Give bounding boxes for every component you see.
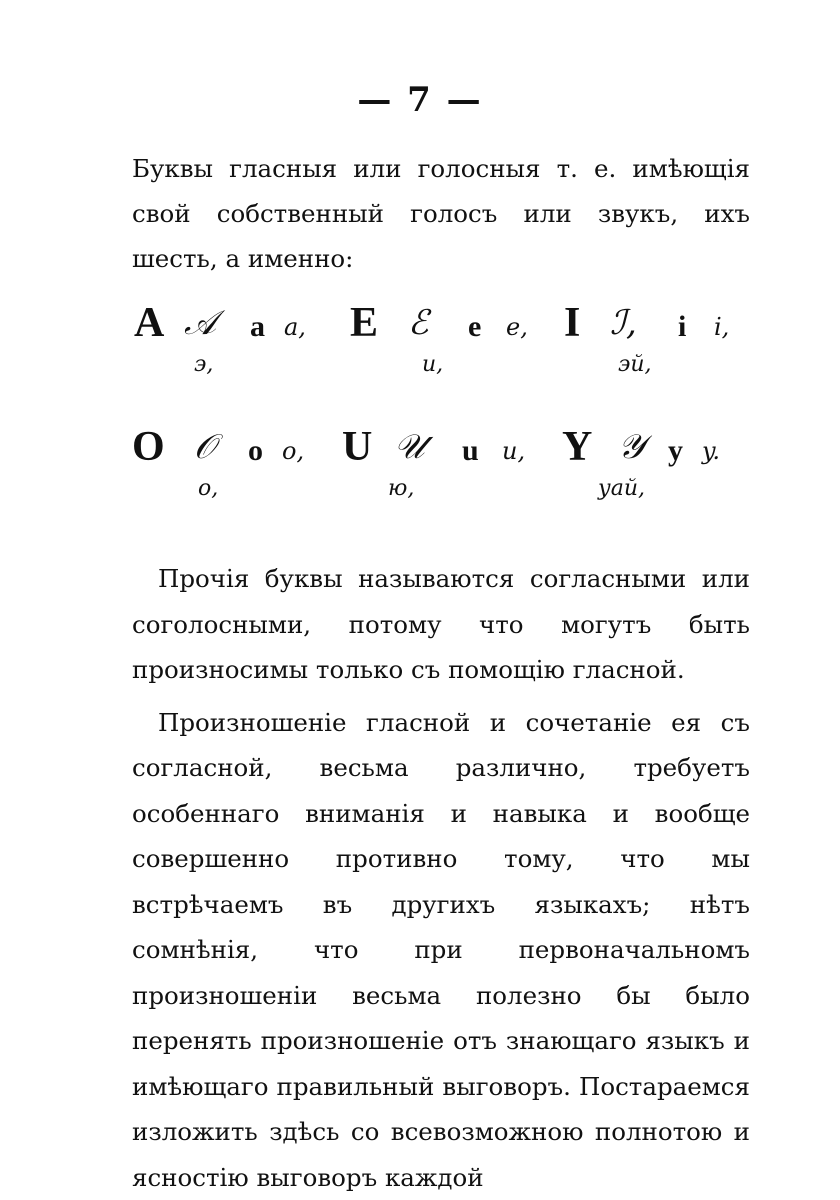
vowel-e-lower: e [468, 302, 481, 352]
vowel-o-capital: O [132, 422, 165, 472]
pronunciation-row-o-u-y [132, 476, 750, 512]
pronunciation-o: o, [198, 476, 218, 501]
vowel-o-capital-script: 𝒪 [194, 422, 215, 472]
vowel-row-o-u-y [132, 422, 750, 472]
vowel-a-capital-script: 𝒜 [184, 298, 216, 348]
pronunciation-row-a-e-i [132, 352, 750, 388]
pronunciation-y: уай, [598, 476, 645, 501]
intro-paragraph: Буквы гласныя или голосныя т. е. имѣющія свой собственный голосъ или звукъ, ихъ шесть, а именно: [132, 146, 750, 281]
vowel-y-lower-script: y. [702, 426, 720, 476]
vowel-i-lower: i [678, 302, 686, 352]
vowel-y-capital: Y [562, 422, 592, 472]
vowel-e-capital: E [350, 298, 378, 348]
page-number: — 7 — [0, 80, 840, 120]
vowel-a-lower: a [250, 302, 265, 352]
vowel-row-a-e-i [132, 298, 750, 348]
vowel-u-capital-script: 𝒰 [394, 422, 425, 472]
vowel-o-lower-script: o, [282, 426, 304, 476]
pronunciation-i: эй, [618, 352, 651, 377]
vowel-i-lower-script: i, [714, 302, 729, 352]
vowel-u-lower: u [462, 426, 479, 476]
vowel-y-capital-script: 𝒴 [618, 422, 645, 472]
vowel-i-capital: I [564, 298, 580, 348]
vowel-u-capital: U [342, 422, 372, 472]
vowel-o-lower: o [248, 426, 263, 476]
vowel-a-lower-script: a, [284, 302, 306, 352]
vowel-e-lower-script: e, [506, 302, 528, 352]
vowel-a-capital: A [134, 298, 164, 348]
paragraph-consonants: Прочія буквы называются согласными или соголосными, потому что могутъ быть произносимы только съ помощію гласной. [132, 556, 750, 693]
vowel-i-capital-script: ℐ, [610, 298, 637, 348]
paragraph-pronunciation: Произношеніе гласной и сочетаніе ея съ согласной, весьма различно, требуетъ особеннаго вниманія и навыка и вообще совершенно противно тому, что мы встрѣчаемъ въ другихъ языкахъ; нѣтъ сомнѣнія, что при первоначальномъ произношеніи весьма полезно бы было перенять произношеніе отъ знающаго языкъ и имѣющаго правильный выговоръ. Постараемся изложить здѣсь со всевозможною полнотою и ясностію выговоръ каждой [132, 700, 750, 1200]
pronunciation-a: э, [194, 352, 213, 377]
pronunciation-u: ю, [388, 476, 414, 501]
vowel-u-lower-script: u, [502, 426, 525, 476]
pronunciation-e: и, [422, 352, 443, 377]
vowel-e-capital-script: ℰ [408, 298, 429, 348]
body-text [132, 556, 750, 1200]
vowel-y-lower: y [668, 426, 683, 476]
